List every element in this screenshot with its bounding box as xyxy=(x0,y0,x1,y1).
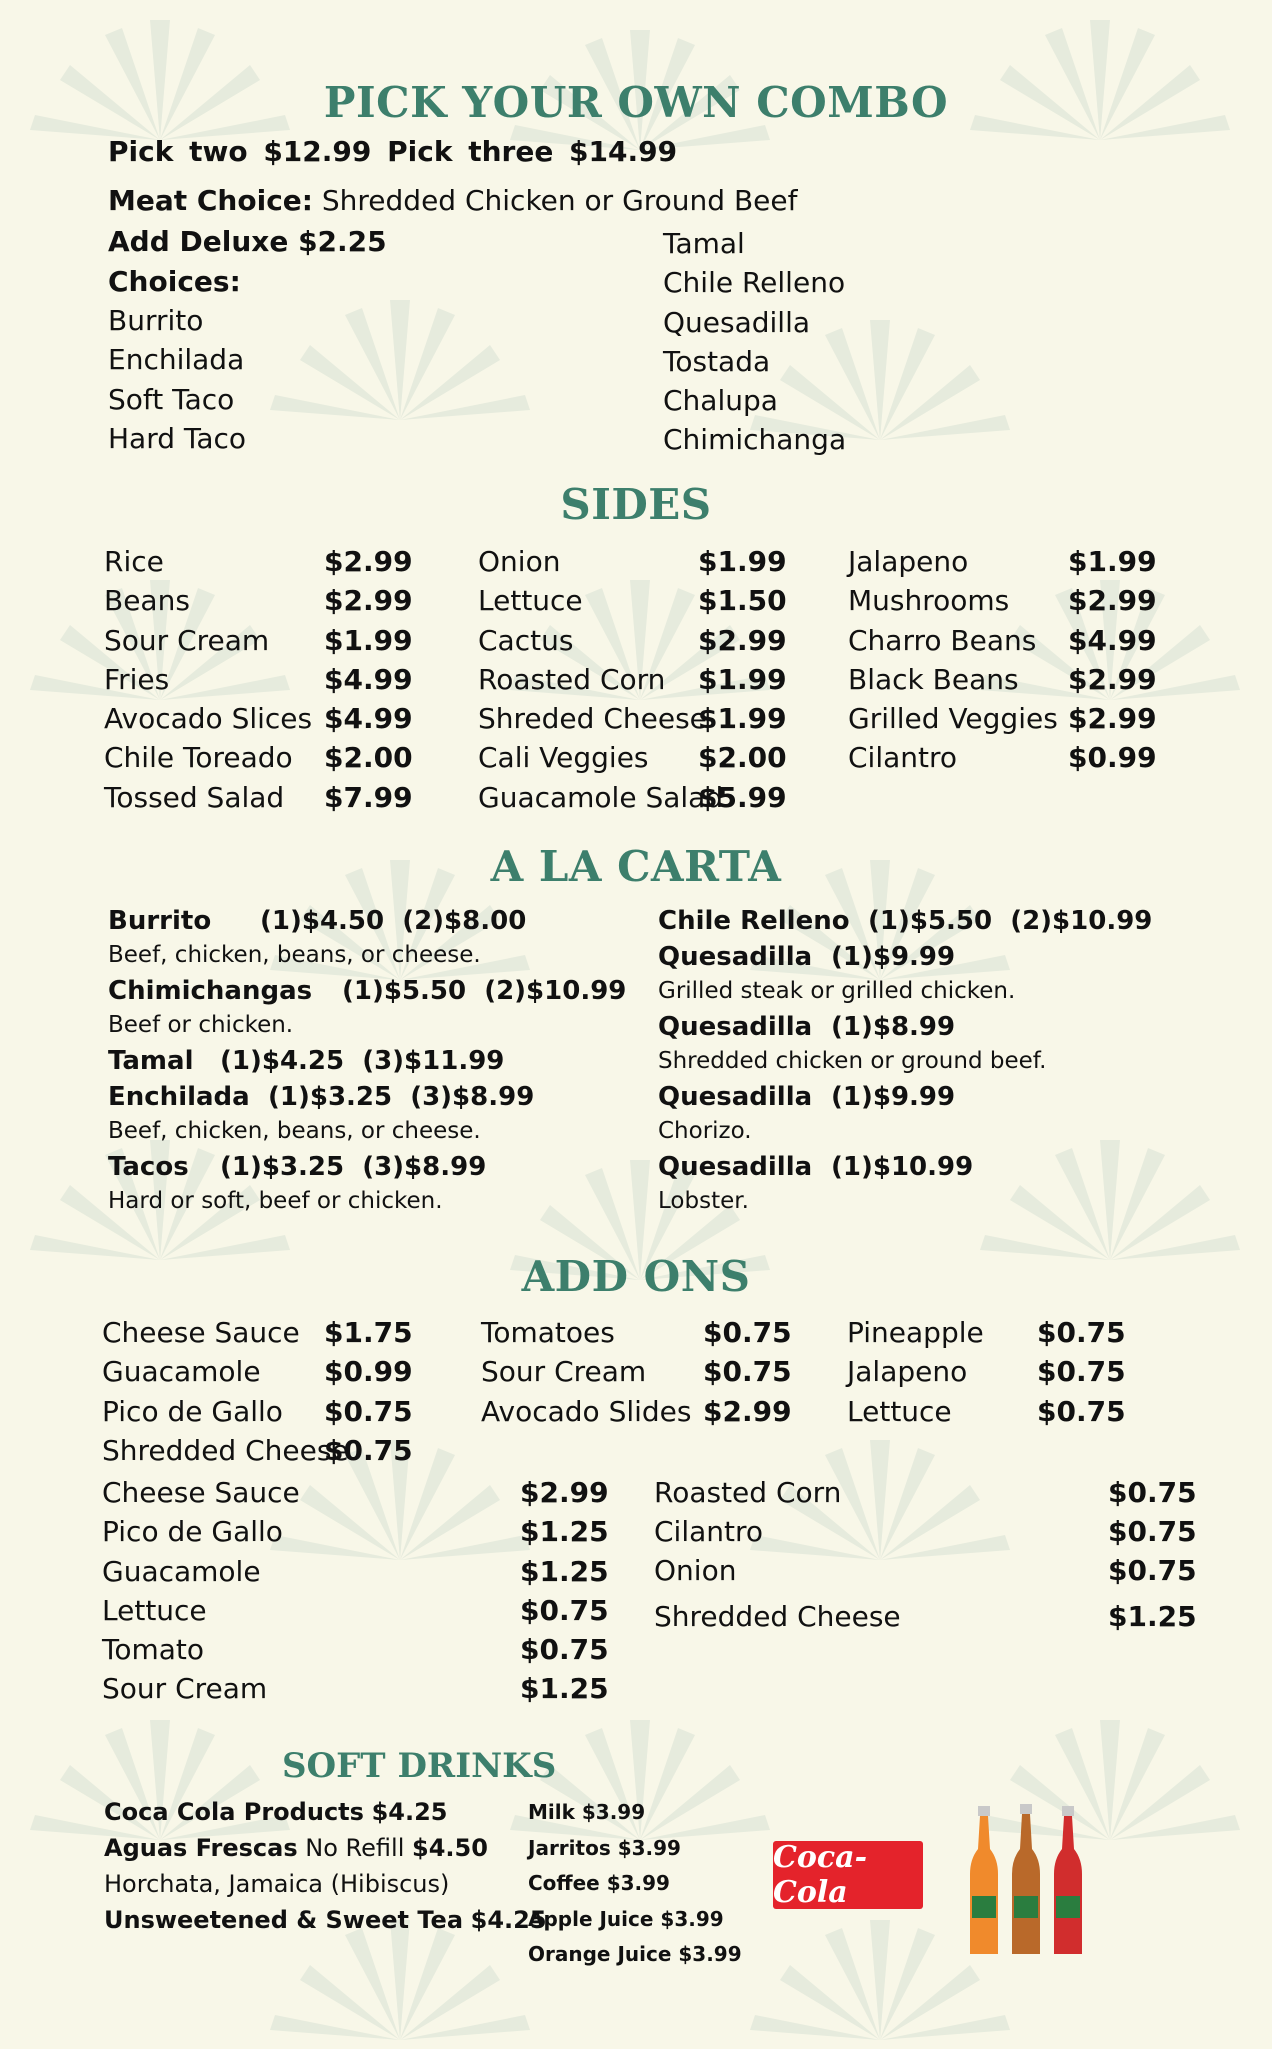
item-price: $0.75 xyxy=(1108,1515,1197,1548)
addons-top-col-1 xyxy=(102,1316,422,1473)
drink-coca xyxy=(104,1798,447,1826)
item-price: $0.75 xyxy=(1037,1394,1126,1428)
menu-row xyxy=(478,741,787,780)
combo-choice: Burrito xyxy=(108,304,204,337)
bottle-icon xyxy=(1012,1804,1040,1954)
item-price: $0.75 xyxy=(703,1355,792,1389)
item-name: Guacamole xyxy=(102,1554,261,1588)
menu-row xyxy=(104,545,413,584)
drink-aguas xyxy=(104,1834,488,1862)
item-description: Shredded chicken or ground beef. xyxy=(658,1048,1047,1074)
item-name: Cali Veggies xyxy=(478,741,649,775)
item-name: Tamal xyxy=(108,1046,194,1076)
item-price: $7.99 xyxy=(324,780,413,814)
addons-bottom-left xyxy=(102,1476,609,1712)
item-price: $2.99 xyxy=(703,1394,792,1428)
menu-row xyxy=(104,584,413,623)
carta-item xyxy=(658,1152,1047,1188)
item-name: Quesadilla xyxy=(658,1152,813,1182)
item-name: Burrito xyxy=(108,906,212,936)
item-name: Tossed Salad xyxy=(104,780,285,814)
item-name: Pineapple xyxy=(847,1316,984,1349)
item-name: Sour Cream xyxy=(102,1672,268,1706)
item-price: $2.99 xyxy=(1068,584,1157,618)
item-name: Cilantro xyxy=(848,741,958,775)
drink-name: Unsweetened & Sweet Tea xyxy=(104,1906,464,1934)
menu-row xyxy=(104,662,413,702)
item-price: $2.00 xyxy=(324,741,413,775)
carta-title: A LA CARTA xyxy=(490,842,782,891)
combo-choices-right xyxy=(663,227,846,463)
meat-value: Shredded Chicken or Ground Beef xyxy=(321,184,798,217)
item-name: Quesadilla xyxy=(658,1082,813,1112)
item-price: $4.99 xyxy=(1068,623,1157,657)
menu-row xyxy=(848,623,1157,663)
combo-title: PICK YOUR OWN COMBO xyxy=(323,78,949,127)
item-prices: (1)$3.25 (3)$8.99 xyxy=(268,1082,535,1112)
drinks-title: SOFT DRINKS xyxy=(282,1746,557,1786)
menu-row xyxy=(481,1355,792,1394)
drink-price: $4.50 xyxy=(412,1834,488,1862)
item-name: Chile Relleno xyxy=(658,906,850,936)
item-price: $0.75 xyxy=(1037,1355,1126,1389)
combo-choice: Tamal xyxy=(663,227,745,260)
item-name: Fries xyxy=(104,662,170,696)
combo-choice: Chalupa xyxy=(663,384,778,418)
carta-item xyxy=(658,906,1153,942)
addons-top-col-3 xyxy=(847,1316,1126,1434)
item-name: Cheese Sauce xyxy=(102,1476,300,1509)
item-name: Tacos xyxy=(108,1152,189,1182)
item-name: Cheese Sauce xyxy=(102,1316,300,1349)
item-name: Guacamole Salad xyxy=(478,780,724,814)
coca-cola-logo: Coca-Cola xyxy=(773,1841,923,1909)
drink-note: No Refill xyxy=(305,1834,405,1862)
carta-item xyxy=(108,906,527,942)
item-name: Tomatoes xyxy=(481,1316,615,1349)
item-name: Charro Beans xyxy=(848,623,1037,657)
menu-row xyxy=(104,780,413,820)
menu-row xyxy=(848,584,1157,623)
item-price: $0.75 xyxy=(324,1433,413,1467)
menu-row xyxy=(104,623,413,663)
item-name: Cactus xyxy=(478,623,574,657)
menu-row xyxy=(478,623,787,663)
combo-choice: Chimichanga xyxy=(663,423,847,457)
combo-choice: Quesadilla xyxy=(663,305,811,339)
item-price: $4.99 xyxy=(324,702,413,736)
combo-choice: Tostada xyxy=(663,344,771,378)
item-price: $1.75 xyxy=(324,1316,413,1349)
item-price: $0.75 xyxy=(324,1394,413,1428)
item-price: $2.99 xyxy=(698,623,787,657)
item-description: Lobster. xyxy=(658,1188,749,1214)
item-price: $0.75 xyxy=(1108,1476,1197,1509)
item-description: Beef, chicken, beans, or cheese. xyxy=(108,1118,481,1144)
item-name: Lettuce xyxy=(478,584,583,618)
menu-row xyxy=(102,1476,609,1515)
item-description: Grilled steak or grilled chicken. xyxy=(658,978,1016,1004)
menu-row xyxy=(654,1554,1197,1587)
item-price: $1.99 xyxy=(698,662,787,696)
combo-choice: Chile Relleno xyxy=(663,266,846,300)
drink-item: Orange Juice $3.99 xyxy=(528,1942,742,1966)
menu-row xyxy=(481,1394,792,1434)
menu-row xyxy=(847,1316,1126,1355)
menu-row xyxy=(102,1515,609,1554)
item-prices: (1)$5.50 (2)$10.99 xyxy=(342,976,627,1006)
menu-row xyxy=(848,545,1157,584)
item-name: Shredded Cheese xyxy=(654,1600,901,1633)
carta-right-col xyxy=(658,906,1153,1222)
item-name: Cilantro xyxy=(654,1515,764,1548)
carta-item xyxy=(658,1082,1047,1118)
menu-row xyxy=(102,1633,609,1672)
item-price: $1.25 xyxy=(520,1672,609,1706)
item-name: Avocado Slices xyxy=(104,702,313,736)
carta-item xyxy=(108,976,627,1012)
menu-row xyxy=(847,1394,1126,1434)
item-name: Avocado Slides xyxy=(481,1394,692,1428)
menu-row xyxy=(478,545,787,584)
carta-item xyxy=(108,1152,487,1188)
item-name: Jalapeno xyxy=(848,545,969,578)
item-name: Sour Cream xyxy=(104,623,270,657)
sides-col-2 xyxy=(478,545,787,820)
item-prices: (1)$3.25 (3)$8.99 xyxy=(220,1152,487,1182)
item-price: $0.75 xyxy=(1037,1316,1126,1349)
menu-row xyxy=(848,741,1157,780)
menu-row xyxy=(102,1355,422,1394)
item-price: $0.75 xyxy=(520,1593,609,1627)
combo-choice: Hard Taco xyxy=(108,421,247,455)
menu-row xyxy=(478,780,787,820)
carta-left-col xyxy=(108,906,627,1222)
menu-row xyxy=(478,584,787,623)
menu-row xyxy=(102,1554,609,1594)
drink-price: $4.25 xyxy=(371,1798,448,1826)
item-name: Onion xyxy=(654,1554,737,1587)
combo-choice: Soft Taco xyxy=(108,382,235,416)
item-name: Tomato xyxy=(102,1633,205,1667)
item-prices: (1)$4.50 (2)$8.00 xyxy=(260,906,527,936)
item-name: Chile Toreado xyxy=(104,741,293,775)
item-name: Jalapeno xyxy=(847,1355,968,1389)
item-name: Shreded Cheese xyxy=(478,702,707,736)
item-prices: (1)$10.99 xyxy=(831,1152,974,1182)
menu-row xyxy=(102,1395,422,1434)
item-name: Pico de Gallo xyxy=(102,1515,283,1549)
menu-row xyxy=(478,662,787,702)
item-price: $1.50 xyxy=(698,584,787,618)
item-price: $2.99 xyxy=(520,1476,609,1509)
item-price: $0.99 xyxy=(324,1355,413,1389)
menu-row xyxy=(102,1672,609,1711)
drink-item: Jarritos $3.99 xyxy=(528,1835,681,1860)
item-price: $5.99 xyxy=(698,780,787,814)
item-price: $0.75 xyxy=(1108,1554,1197,1587)
carta-item xyxy=(108,1046,505,1082)
item-price: $1.99 xyxy=(1068,545,1157,578)
drink-item: Milk $3.99 xyxy=(528,1800,646,1824)
addons-title: ADD ONS xyxy=(521,1252,751,1301)
item-price: $2.99 xyxy=(1068,662,1157,696)
item-prices: (1)$9.99 xyxy=(831,942,956,972)
item-price: $1.99 xyxy=(324,623,413,657)
menu-row xyxy=(478,702,787,741)
item-name: Beans xyxy=(104,584,190,618)
menu-row xyxy=(481,1316,792,1355)
drinks-right-list xyxy=(528,1800,742,1978)
drink-item: Coffee $3.99 xyxy=(528,1871,670,1895)
item-name: Pico de Gallo xyxy=(102,1394,283,1428)
drink-tea xyxy=(104,1906,547,1934)
menu-row xyxy=(847,1355,1126,1394)
item-name: Lettuce xyxy=(847,1394,952,1428)
item-prices: (1)$9.99 xyxy=(831,1082,956,1112)
combo-choices-left xyxy=(108,304,246,461)
sides-col-3 xyxy=(848,545,1157,781)
menu-row xyxy=(102,1316,422,1355)
item-name: Shredded Cheese xyxy=(102,1433,349,1467)
item-description: Hard or soft, beef or chicken. xyxy=(108,1188,443,1214)
item-description: Beef, chicken, beans, or cheese. xyxy=(108,942,481,968)
menu-row xyxy=(654,1515,1197,1548)
item-price: $2.99 xyxy=(324,545,413,578)
menu-row xyxy=(102,1434,422,1473)
item-description: Chorizo. xyxy=(658,1118,752,1144)
addons-top-col-2 xyxy=(481,1316,792,1434)
item-price: $2.99 xyxy=(324,584,413,618)
meat-label: Meat Choice: xyxy=(108,184,313,217)
item-price: $2.99 xyxy=(1068,702,1157,736)
item-name: Quesadilla xyxy=(658,1012,813,1042)
bottle-icon xyxy=(970,1806,998,1954)
item-name: Mushrooms xyxy=(848,584,1010,618)
carta-item xyxy=(108,1082,535,1118)
sides-title: SIDES xyxy=(560,480,712,529)
item-name: Quesadilla xyxy=(658,942,813,972)
menu-row xyxy=(102,1593,609,1633)
menu-row xyxy=(104,741,413,780)
item-name: Rice xyxy=(104,545,164,578)
drink-item: Apple Juice $3.99 xyxy=(528,1906,724,1931)
drink-name: Coca Cola Products xyxy=(104,1798,364,1826)
bottle-icon xyxy=(1054,1806,1082,1954)
item-name: Sour Cream xyxy=(481,1355,647,1389)
carta-item xyxy=(658,942,1047,978)
item-prices: (1)$4.25 (3)$11.99 xyxy=(220,1046,505,1076)
drink-aguas-desc: Horchata, Jamaica (Hibiscus) xyxy=(104,1870,450,1898)
item-name: Lettuce xyxy=(102,1593,207,1627)
item-price: $2.00 xyxy=(698,741,787,775)
item-price: $0.75 xyxy=(520,1633,609,1667)
item-prices: (1)$8.99 xyxy=(831,1012,956,1042)
jarritos-bottles-icon xyxy=(968,1804,1088,1960)
drink-price: $4.25 xyxy=(470,1906,547,1934)
menu-row xyxy=(104,702,413,741)
item-name: Roasted Corn xyxy=(654,1476,842,1509)
item-name: Grilled Veggies xyxy=(848,702,1058,736)
item-name: Guacamole xyxy=(102,1355,261,1389)
carta-item xyxy=(658,1012,1047,1048)
item-name: Roasted Corn xyxy=(478,662,666,696)
menu-row xyxy=(654,1600,1197,1633)
drink-name: Aguas Frescas xyxy=(104,1834,298,1862)
combo-deluxe: Add Deluxe $2.25 xyxy=(108,225,387,258)
item-price: $0.99 xyxy=(1068,741,1157,775)
item-name: Black Beans xyxy=(848,662,1019,696)
item-price: $1.99 xyxy=(698,545,787,578)
combo-choice: Enchilada xyxy=(108,343,245,377)
menu-row xyxy=(848,662,1157,702)
item-name: Onion xyxy=(478,545,561,578)
item-description: Beef or chicken. xyxy=(108,1012,294,1038)
menu-row xyxy=(654,1476,1197,1509)
item-prices: (1)$5.50 (2)$10.99 xyxy=(868,906,1153,936)
item-price: $1.25 xyxy=(1108,1600,1197,1633)
item-price: $0.75 xyxy=(703,1316,792,1349)
sides-col-1 xyxy=(104,545,413,820)
menu-row xyxy=(848,702,1157,741)
item-price: $1.99 xyxy=(698,702,787,736)
combo-meat-line xyxy=(108,184,798,217)
item-name: Chimichangas xyxy=(108,976,313,1006)
item-name: Enchilada xyxy=(108,1082,250,1112)
item-price: $1.25 xyxy=(520,1554,609,1588)
item-price: $1.25 xyxy=(520,1515,609,1549)
combo-choices-label: Choices: xyxy=(108,265,241,298)
item-price: $4.99 xyxy=(324,662,413,696)
combo-pick-line: Pick two $12.99 Pick three $14.99 xyxy=(108,135,678,168)
